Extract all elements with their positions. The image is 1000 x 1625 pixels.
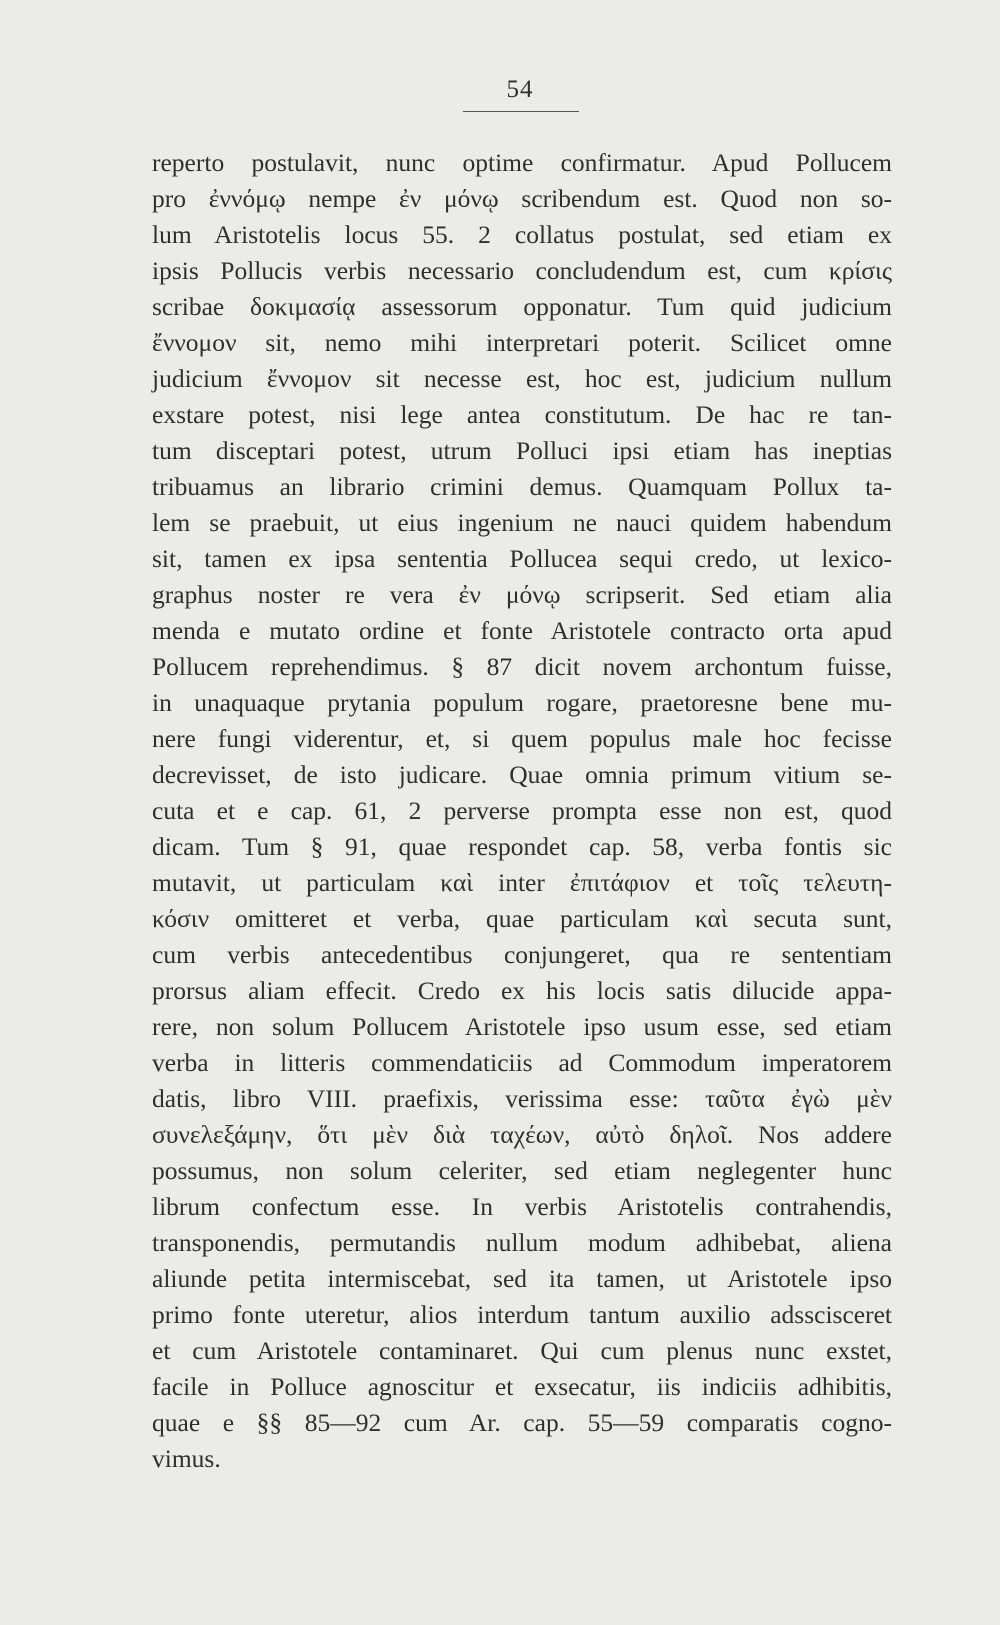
text-line: et cum Aristotele contaminaret. Qui cum plenus nunc exstet,: [152, 1336, 892, 1365]
text-line: scribae δοκιμασίᾳ assessorum opponatur. Tum quid judicium: [152, 292, 892, 321]
text-line: primo fonte uteretur, alios interdum tantum auxilio adsscisceret: [152, 1300, 892, 1329]
text-line: judicium ἔννομον sit necesse est, hoc est, judicium nullum: [152, 364, 892, 393]
text-line: rere, non solum Pollucem Aristotele ipso usum esse, sed etiam: [152, 1012, 892, 1041]
text-line: nere fungi viderentur, et, si quem populus male hoc fecisse: [152, 724, 892, 753]
body-text: [152, 145, 892, 1477]
text-line: transponendis, permutandis nullum modum adhibebat, aliena: [152, 1228, 892, 1257]
text-line: κόσιν omitteret et verba, quae particulam καὶ secuta sunt,: [152, 904, 892, 933]
text-line: mutavit, ut particulam καὶ inter ἐπιτάφιον et τοῖς τελευτη-: [152, 868, 892, 897]
text-line: librum confectum esse. In verbis Aristotelis contrahendis,: [152, 1192, 892, 1221]
text-line: menda e mutato ordine et fonte Aristotele contracto orta apud: [152, 616, 892, 645]
text-line: sit, tamen ex ipsa sententia Pollucea sequi credo, ut lexico-: [152, 544, 892, 573]
page-number-rule: [463, 111, 579, 112]
text-line: tribuamus an librario crimini demus. Quamquam Pollux ta-: [152, 472, 892, 501]
text-line: cum verbis antecedentibus conjungeret, qua re sententiam: [152, 940, 892, 969]
text-line: lum Aristotelis locus 55. 2 collatus postulat, sed etiam ex: [152, 220, 892, 249]
text-line: pro ἐννόμῳ nempe ἐν μόνῳ scribendum est. Quod non so-: [152, 184, 892, 213]
text-line: reperto postulavit, nunc optime confirmatur. Apud Pollucem: [152, 148, 892, 177]
text-line: in unaquaque prytania populum rogare, praetoresne bene mu-: [152, 688, 892, 717]
text-line: Pollucem reprehendimus. § 87 dicit novem archontum fuisse,: [152, 652, 892, 681]
text-line: datis, libro VIII. praefixis, verissima esse: ταῦτα ἐγὼ μὲν: [152, 1084, 892, 1113]
text-line: verba in litteris commendaticiis ad Commodum imperatorem: [152, 1048, 892, 1077]
text-line: tum disceptari potest, utrum Polluci ipsi etiam has ineptias: [152, 436, 892, 465]
text-line: prorsus aliam effecit. Credo ex his locis satis dilucide appa-: [152, 976, 892, 1005]
text-line: possumus, non solum celeriter, sed etiam neglegenter hunc: [152, 1156, 892, 1185]
text-line-final: vimus.: [152, 1444, 221, 1473]
text-line: decrevisset, de isto judicare. Quae omnia primum vitium se-: [152, 760, 892, 789]
text-line: lem se praebuit, ut eius ingenium ne nauci quidem habendum: [152, 508, 892, 537]
page-number: 54: [506, 76, 534, 103]
text-line: exstare potest, nisi lege antea constitutum. De hac re tan-: [152, 400, 892, 429]
text-line: ipsis Pollucis verbis necessario concludendum est, cum κρίσις: [152, 256, 892, 285]
text-line: cuta et e cap. 61, 2 perverse prompta esse non est, quod: [152, 796, 892, 825]
text-line: συνελεξάμην, ὅτι μὲν διὰ ταχέων, αὐτὸ δηλοῖ. Nos addere: [152, 1120, 892, 1149]
text-line: quae e §§ 85—92 cum Ar. cap. 55—59 comparatis cogno-: [152, 1408, 892, 1437]
text-line: dicam. Tum § 91, quae respondet cap. 58, verba fontis sic: [152, 832, 892, 861]
text-line: aliunde petita intermiscebat, sed ita tamen, ut Aristotele ipso: [152, 1264, 892, 1293]
text-line: graphus noster re vera ἐν μόνῳ scripserit. Sed etiam alia: [152, 580, 892, 609]
text-line: ἔννομον sit, nemo mihi interpretari poterit. Scilicet omne: [152, 328, 892, 357]
text-line: facile in Polluce agnoscitur et exsecatur, iis indiciis adhibitis,: [152, 1372, 892, 1401]
